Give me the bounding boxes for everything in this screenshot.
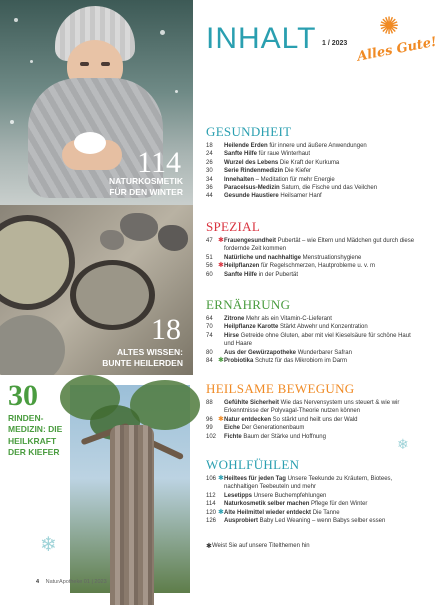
toc-entry <box>206 517 418 525</box>
toc-entry-text: Aus der Gewürzapotheke Wunderbarer Safran <box>224 349 352 356</box>
toc-entry <box>206 433 418 441</box>
toc-entry-title: Lesetipps <box>224 492 253 499</box>
toc-entry-title: Natürliche und nachhaltige <box>224 254 302 261</box>
page-title: INHALT <box>206 22 317 55</box>
toc-page-number: 51 <box>206 254 213 261</box>
toc-page-number: 30 <box>206 168 213 175</box>
toc-page-number: 96 <box>206 416 213 423</box>
photo-woman-winter-scarf <box>0 0 193 205</box>
toc-entry-title: Heilpflanzen <box>224 263 260 270</box>
toc-entry <box>206 150 418 158</box>
section-ernaehrung <box>206 298 418 365</box>
toc-entry-text: Paracelsus-Medizin Saturn, die Fische und das Veilchen <box>224 185 378 192</box>
toc-page-number: 84 <box>206 358 213 365</box>
toc-entry-text: Serie Rindenmedizin Die Kiefer <box>224 168 312 175</box>
section-heading: WOHLFÜHLEN <box>206 457 300 472</box>
toc-entry-title: Heilpflanze Karotte <box>224 324 279 331</box>
section-wohlfuehlen <box>206 458 418 525</box>
toc-entry-text: Frauengesundheit Pubertät – wie Eltern und Mädchen gut durch diese fordernde Zeit kommen <box>224 238 415 253</box>
toc-page-number: 106 <box>206 476 217 482</box>
toc-entry-title: Sanfte Hilfe <box>224 151 258 158</box>
toc-entry-title: Natur entdecken <box>224 416 272 423</box>
toc-entry-title: Heilende Erden <box>224 143 268 149</box>
toc-entry-text: Heiltees für jeden Tag Unsere Teekunde zu Kräutern, Biotees, nachhaltigen Teebeuteln und mehr <box>224 476 393 491</box>
toc-entry <box>206 416 418 424</box>
toc-page-number: 26 <box>206 159 213 166</box>
toc-entry <box>206 192 418 200</box>
toc-entry-text: Zitrone Mehr als ein Vitamin-C-Lieferant <box>224 316 332 322</box>
star-icon: ✱ <box>218 475 224 482</box>
toc-entry <box>206 262 418 270</box>
toc-page-number: 112 <box>206 492 216 499</box>
entry-list <box>206 142 418 201</box>
magazine-name: NaturApotheke 01 | 2023 <box>45 579 107 585</box>
toc-entry-text: Gefühlte Sicherheit Wie das Nervensystem uns steuert & wie wir Erkenntnisse der Polyvagal-Theorie nutzen können <box>224 400 400 415</box>
star-icon: ✱ <box>218 508 224 516</box>
toc-entry-text: Sanfte Hilfe für raue Winterhaut <box>224 151 311 158</box>
section-heading: ERNÄHRUNG <box>206 297 291 312</box>
toc-entry <box>206 315 418 323</box>
toc-entry-text: Eiche Der Generationenbaum <box>224 425 305 432</box>
snowflake-icon: ❄ <box>397 436 409 452</box>
toc-entry <box>206 159 418 167</box>
toc-page-number: 114 <box>206 501 216 508</box>
toc-entry-text: Fichte Baum der Stärke und Hoffnung <box>224 433 326 440</box>
feature-3-number: 30 <box>8 379 38 412</box>
toc-entry-text: Probiotika Schutz für das Mikrobiom im Darm <box>224 358 348 365</box>
toc-entry <box>206 184 418 192</box>
entry-list <box>206 237 418 279</box>
toc-entry-title: Serie Rindenmedizin <box>224 168 284 175</box>
toc-entry <box>206 500 418 508</box>
toc-entry <box>206 176 418 184</box>
toc-entry-text: Natürliche und nachhaltige Menstruationshygiene <box>224 254 362 261</box>
toc-entry-text: Hirse Getreide ohne Gluten, aber mit viel Kieselsäure für schöne Haut und Haare <box>224 332 411 348</box>
feature-1-number: 114 <box>137 146 181 179</box>
section-heading: HEILSAME BEWEGUNG <box>206 381 355 396</box>
entry-list <box>206 315 418 365</box>
toc-entry <box>206 399 418 416</box>
toc-entry <box>206 142 418 150</box>
toc-entry-title: Hirse <box>224 332 240 339</box>
page-footer <box>36 579 107 585</box>
toc-entry-text: Ausprobiert Baby Led Weaning – wenn Babys selber essen <box>224 518 386 525</box>
sun-icon: ✺ <box>379 13 400 40</box>
toc-page-number: 74 <box>206 332 213 339</box>
star-icon: ✱ <box>218 415 224 423</box>
toc-page-number: 60 <box>206 271 213 278</box>
photo-pine-tree <box>0 375 193 600</box>
toc-entry <box>206 475 418 492</box>
toc-page-number: 64 <box>206 316 213 322</box>
toc-entry <box>206 492 418 500</box>
toc-entry-title: Frauengesundheit <box>224 238 277 244</box>
toc-entry-title: Wurzel des Lebens <box>224 159 279 166</box>
toc-entry <box>206 509 418 517</box>
toc-entry-text: Gesunde Haustiere Heilsamer Hanf <box>224 193 322 200</box>
toc-entry-title: Probiotika <box>224 358 254 365</box>
toc-page-number: 18 <box>206 143 213 149</box>
toc-page-number: 36 <box>206 185 213 192</box>
feature-2-caption: ALTES WISSEN: BUNTE HEILERDEN <box>102 347 183 369</box>
star-icon: ✱ <box>218 357 224 365</box>
toc-entry-title: Fichte <box>224 433 242 440</box>
section-heading: GESUNDHEIT <box>206 124 292 139</box>
toc-page-number: 102 <box>206 433 217 440</box>
toc-page-number: 24 <box>206 151 213 158</box>
toc-entry-text: Wurzel des Lebens Die Kraft der Kurkuma <box>224 159 340 166</box>
star-icon: ✱ <box>218 237 224 244</box>
section-spezial <box>206 220 418 279</box>
toc-entry-text: Lesetipps Unsere Buchempfehlungen <box>224 492 327 499</box>
toc-entry-title: Innehalten <box>224 176 255 183</box>
toc-entry-title: Aus der Gewürzapotheke <box>224 349 297 356</box>
toc-entry-text: Natur entdecken So stärkt und heilt uns der Wald <box>224 416 358 423</box>
toc-entry <box>206 357 418 365</box>
toc-entry-title: Alte Heilmittel wieder entdeckt <box>224 509 312 516</box>
toc-entry-title: Heiltees für jeden Tag <box>224 476 286 482</box>
section-bewegung <box>206 382 418 441</box>
toc-entry-title: Paracelsus-Medizin <box>224 185 280 192</box>
toc-page-number: 34 <box>206 176 213 183</box>
snowflake-icon: ❄ <box>40 534 57 556</box>
star-icon: ✱ <box>206 543 212 550</box>
toc-entry-title: Gefühlte Sicherheit <box>224 400 280 406</box>
toc-page-number: 44 <box>206 193 213 200</box>
section-gesundheit <box>206 125 418 201</box>
footnote <box>206 543 310 551</box>
toc-entry-text: Heilpflanzen für Regelschmerzen, Hautprobleme u. v. m <box>224 263 375 270</box>
footnote-text: Weist Sie auf unsere Titelthemen hin <box>212 543 310 549</box>
toc-page-number: 80 <box>206 349 213 356</box>
issue-number: 1 / 2023 <box>322 40 348 47</box>
toc-entry-title: Ausprobiert <box>224 518 259 525</box>
toc-entry <box>206 332 418 349</box>
feature-2-number: 18 <box>151 313 181 346</box>
toc-entry <box>206 271 418 279</box>
star-icon: ✱ <box>218 262 224 270</box>
toc-entry <box>206 349 418 357</box>
page-number: 4 <box>36 579 40 585</box>
entry-list <box>206 475 418 525</box>
toc-entry-text: Heilende Erden für innere und äußere Anwendungen <box>224 143 367 149</box>
toc-page-number: 56 <box>206 263 213 270</box>
toc-entry-text: Naturkosmetik selber machen Pflege für den Winter <box>224 501 368 508</box>
toc-entry-text: Heilpflanze Karotte Stärkt Abwehr und Konzentration <box>224 324 368 331</box>
toc-page-number: 99 <box>206 425 213 432</box>
toc-entry-title: Zitrone <box>224 316 245 322</box>
toc-entry <box>206 167 418 175</box>
toc-entry-text: Sanfte Hilfe in der Pubertät <box>224 271 299 278</box>
toc-page-number: 47 <box>206 238 213 244</box>
toc-entry-title: Gesunde Haustiere <box>224 193 279 200</box>
greeting: Alles Gute! <box>356 34 438 65</box>
toc-entry <box>206 323 418 331</box>
entry-list <box>206 399 418 441</box>
toc-entry <box>206 254 418 262</box>
toc-entry-title: Sanfte Hilfe <box>224 271 258 278</box>
toc-entry-text: Innehalten – Meditation für mehr Energie <box>224 176 335 183</box>
photo-healing-clays <box>0 205 193 375</box>
section-heading: SPEZIAL <box>206 219 261 234</box>
toc-page-number: 70 <box>206 324 213 331</box>
toc-page-number: 126 <box>206 518 217 525</box>
toc-entry <box>206 424 418 432</box>
feature-3-caption: RINDEN-MEDIZIN: DIE HEILKRAFT DER KIEFER <box>8 413 63 458</box>
toc-entry-title: Naturkosmetik selber machen <box>224 501 310 508</box>
toc-page-number: 120 <box>206 509 217 516</box>
toc-entry-text: Alte Heilmittel wieder entdeckt Die Tanne <box>224 509 340 516</box>
toc-entry-title: Eiche <box>224 425 241 432</box>
toc-page-number: 88 <box>206 400 213 406</box>
toc-entry <box>206 237 418 254</box>
feature-1-caption: NATURKOSMETIK FÜR DEN WINTER <box>109 176 183 198</box>
